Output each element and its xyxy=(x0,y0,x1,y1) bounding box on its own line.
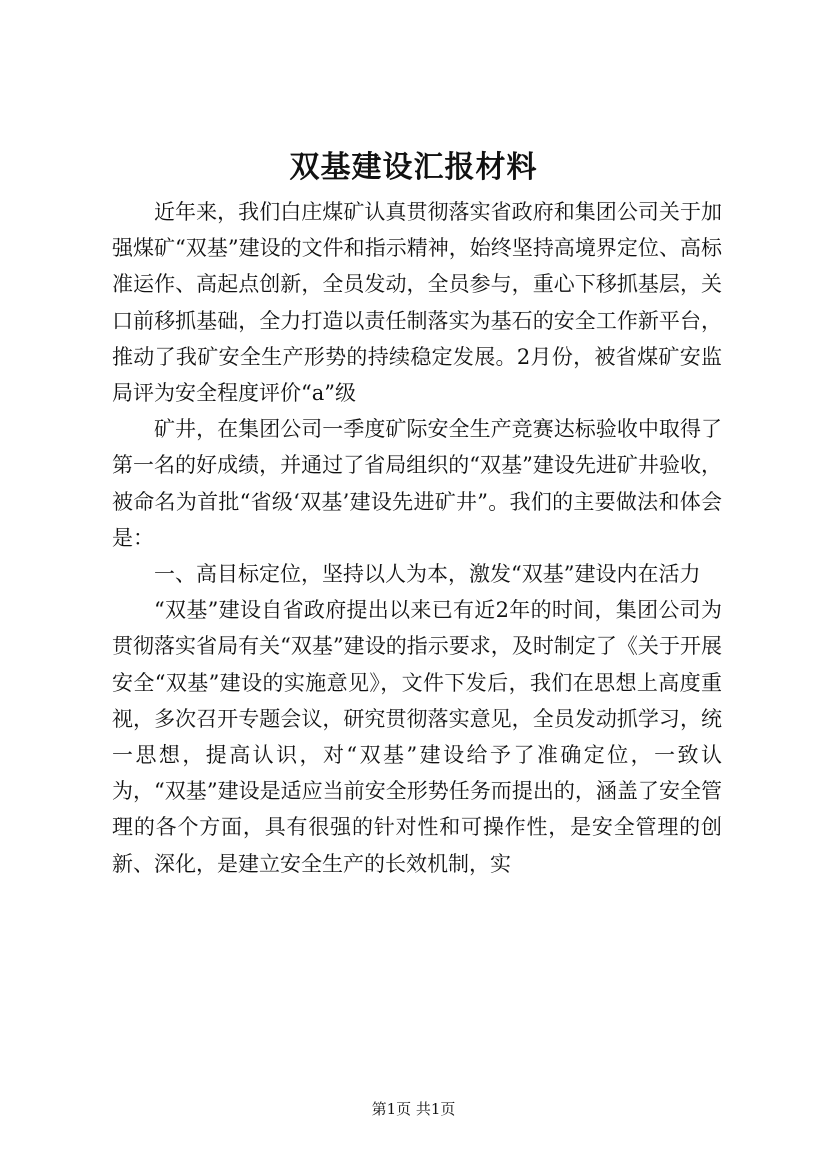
page-footer: 第1页 共1页 xyxy=(371,1100,456,1118)
paragraph-section-1: “双基”建设自省政府提出以来已有近2年的时间，集团公司为贯彻落实省局有关“双基”建设的指示要求，及时制定了《关于开展安全“双基”建设的实施意见》，文件下发后，我们在思想上高度重视，多次召开专题会议，研究贯彻落实意见，全员发动抓学习，统一思想，提高认识，对“双基”建设给予了准确定位，一致认为，“双基”建设是适应当前安全形势任务而提出的，涵盖了安全管理的各个方面，具有很强的针对性和可操作性，是安全管理的创新、深化，是建立安全生产的长效机制，实 xyxy=(112,598,722,876)
document-title: 双基建设汇报材料 xyxy=(289,150,538,185)
paragraph-intro: 近年来，我们白庄煤矿认真贯彻落实省政府和集团公司关于加强煤矿“双基”建设的文件和指示精神，始终坚持高境界定位、高标准运作、高起点创新，全员发动，全员参与，重心下移抓基层，关口前移抓基础，全力打造以责任制落实为基石的安全工作新平台，推动了我矿安全生产形势的持续稳定发展。2月份，被省煤矿安监局评为安全程度评价“a”级 xyxy=(112,200,722,406)
document-body xyxy=(112,194,722,882)
paragraph-achievements: 矿井，在集团公司一季度矿际安全生产竞赛达标验收中取得了第一名的好成绩，并通过了省局组织的“双基”建设先进矿井验收，被命名为首批“省级‘双基’建设先进矿井”。我们的主要做法和体会是： xyxy=(112,417,722,550)
section-heading-1: 一、高目标定位，坚持以人为本，激发“双基”建设内在活力 xyxy=(154,562,701,587)
